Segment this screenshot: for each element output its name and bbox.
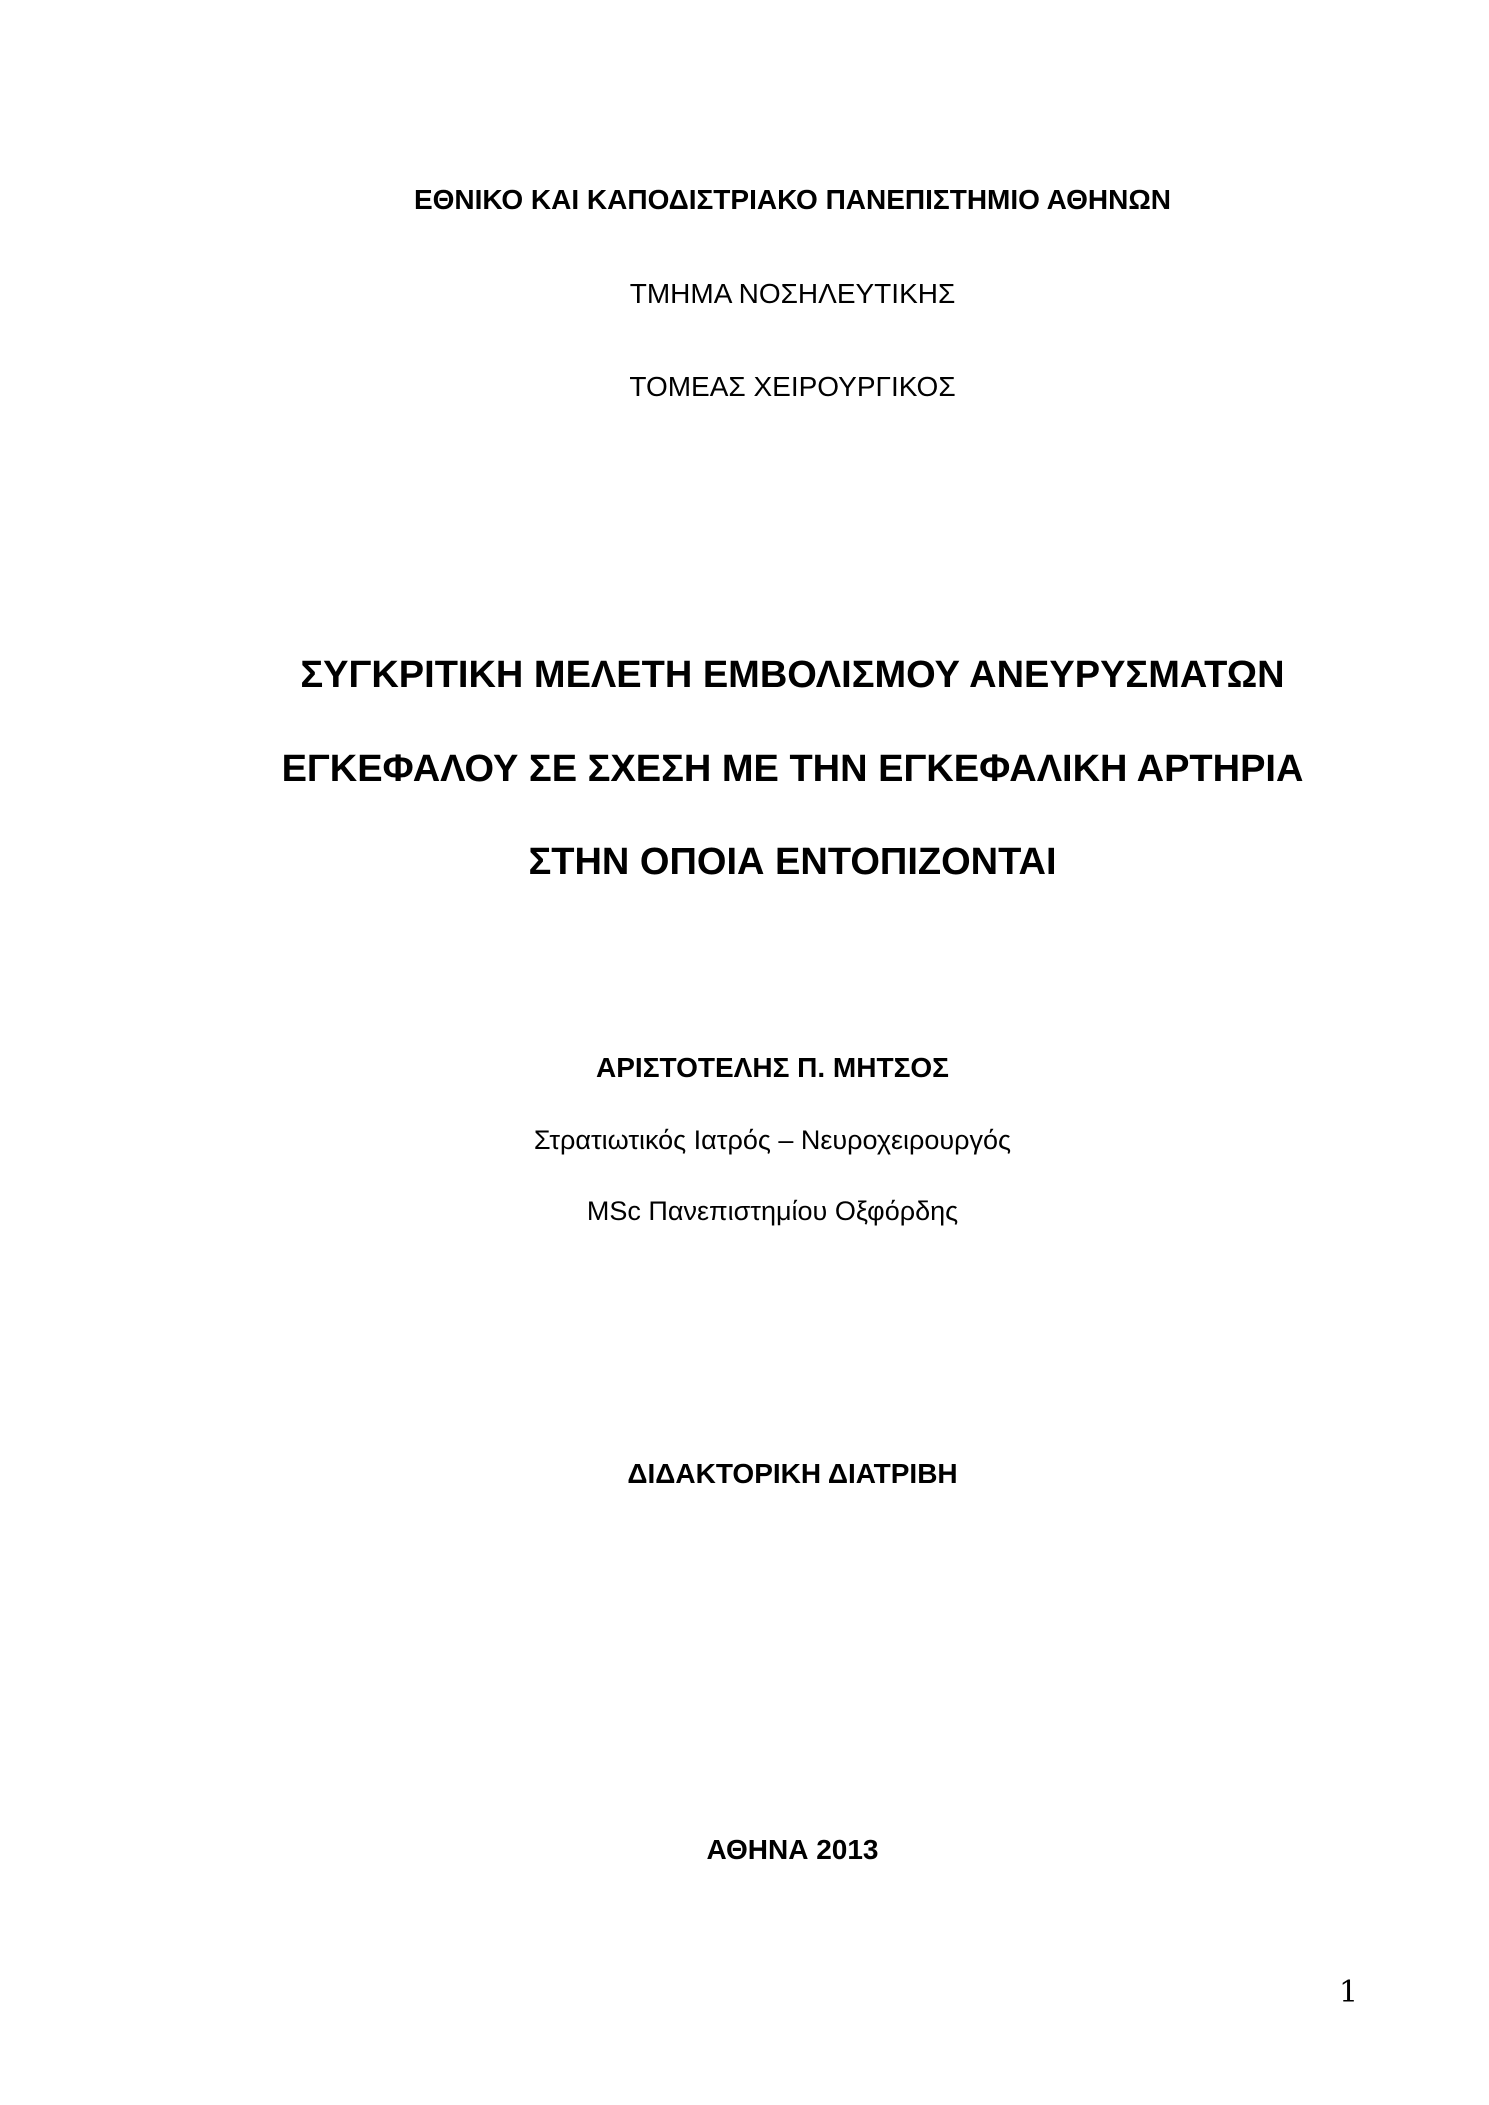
sector-name: ΤΟΜΕΑΣ ΧΕΙΡΟΥΡΓΙΚΟΣ [629, 371, 956, 402]
university-name: ΕΘΝΙΚΟ ΚΑΙ ΚΑΠΟΔΙΣΤΡΙΑΚΟ ΠΑΝΕΠΙΣΤΗΜΙΟ ΑΘΗΝΩΝ [413, 184, 1172, 215]
author-name: ΑΡΙΣΤΟΤΕΛΗΣ Π. ΜΗΤΣΟΣ [596, 1052, 949, 1083]
city-year: ΑΘΗΝΑ 2013 [706, 1834, 879, 1865]
page-number: 1 [1339, 1975, 1359, 2010]
author-degree: MSc Πανεπιστημίου Οξφόρδης [586, 1196, 959, 1226]
thesis-title-line-3: ΣΤΗΝ ΟΠΟΙΑ ΕΝΤΟΠΙΖΟΝΤΑΙ [528, 841, 1057, 883]
thesis-title-line-1: ΣΥΓΚΡΙΤΙΚΗ ΜΕΛΕΤΗ ΕΜΒΟΛΙΣΜΟΥ ΑΝΕΥΡΥΣΜΑΤΩΝ [300, 654, 1285, 696]
department-name: ΤΜΗΜΑ ΝΟΣΗΛΕΥΤΙΚΗΣ [629, 278, 956, 309]
thesis-title-line-2: ΕΓΚΕΦΑΛΟΥ ΣΕ ΣΧΕΣΗ ΜΕ ΤΗΝ ΕΓΚΕΦΑΛΙΚΗ ΑΡΤΗΡΙΑ [281, 748, 1304, 790]
author-role: Στρατιωτικός Ιατρός – Νευροχειρουργός [533, 1125, 1012, 1155]
thesis-type: ΔΙΔΑΚΤΟΡΙΚΗ ΔΙΑΤΡΙΒΗ [627, 1458, 958, 1489]
